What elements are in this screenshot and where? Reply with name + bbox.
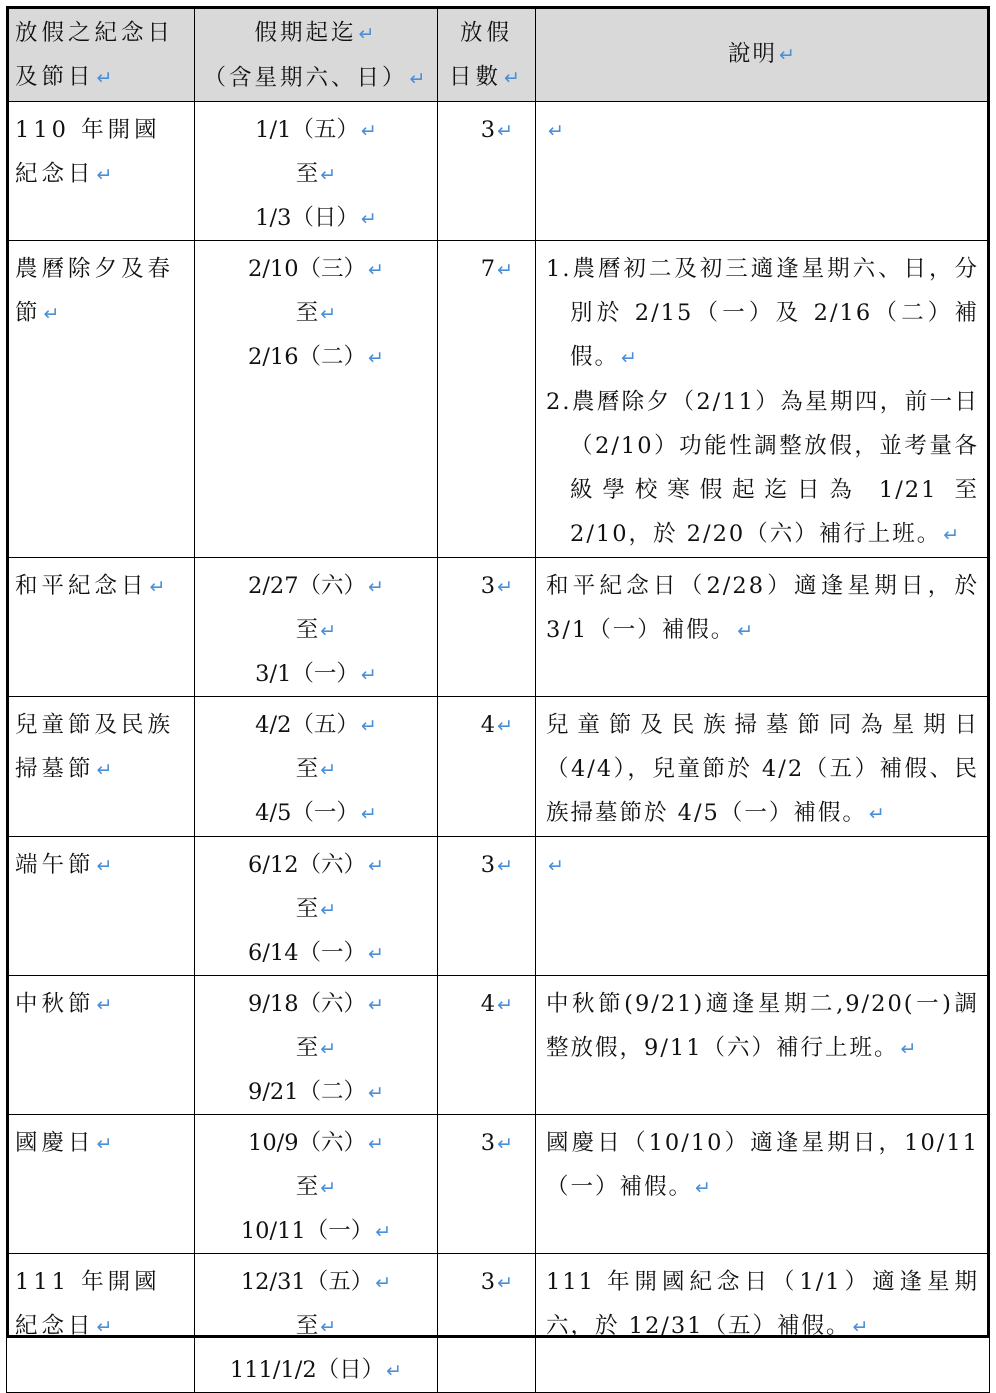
date-end: 10/11（一） ↵ (241, 1218, 391, 1244)
date-to: 至 ↵ (296, 1313, 336, 1339)
date-to: 至 ↵ (296, 161, 336, 187)
holiday-name: 端午節 ↵ (15, 852, 116, 878)
date-to: 至 ↵ (296, 756, 336, 782)
date-start: 2/27（六） ↵ (248, 573, 384, 599)
note-text: 兒童節及民族掃墓節同為星期日（4/4），兒童節於 4/2（五）補假、民族掃墓節於 4/5（一）補假。 ↵ (546, 712, 979, 826)
date-end: 6/14（一） ↵ (248, 940, 384, 966)
date-end: 1/3（日） ↵ (255, 205, 377, 231)
holiday-name: 國慶日 ↵ (15, 1130, 116, 1156)
date-start: 9/18（六） ↵ (248, 991, 384, 1017)
note-text: 1.農曆初二及初三適逢星期六、日，分別於 2/15（一）及 2/16（二）補假。 ↵ (546, 256, 979, 370)
date-start: 1/1（五） ↵ (255, 117, 377, 143)
holiday-name: 兒童節及民族掃墓節 ↵ (15, 712, 174, 782)
note-text: 和平紀念日（2/28）適逢星期日，於 3/1（一）補假。 ↵ (546, 573, 979, 643)
header-days-line1: 放假 (459, 20, 513, 46)
date-to: 至 ↵ (296, 617, 336, 643)
holiday-name: 111 年開國紀念日 ↵ (15, 1269, 161, 1339)
header-name-line2: 及節日 ↵ (15, 64, 116, 90)
date-end: 2/16（二） ↵ (248, 344, 384, 370)
holiday-name: 110 年開國紀念日 ↵ (15, 117, 161, 187)
header-dates-line1: 假期起迄 ↵ (255, 20, 378, 46)
holiday-days: 3 ↵ (481, 1269, 513, 1295)
table-outer-border (6, 6, 990, 1338)
note-text: 2.農曆除夕（2/11）為星期四，前一日（2/10）功能性調整放假，並考量各級學校寒假起迄日為 1/21 至 2/10，於 2/20（六）補行上班。 ↵ (546, 389, 979, 547)
holiday-days: 3 ↵ (481, 573, 513, 599)
holiday-name: 中秋節 ↵ (15, 991, 116, 1017)
header-name-line1: 放假之紀念日 (15, 20, 175, 46)
date-to: 至 ↵ (296, 1174, 336, 1200)
date-start: 4/2（五） ↵ (255, 712, 377, 738)
date-to: 至 ↵ (296, 300, 336, 326)
header-dates-line2: （含星期六、日） ↵ (204, 65, 429, 91)
note-text: 中秋節(9/21)適逢星期二,9/20(一)調整放假，9/11（六）補行上班。 ↵ (546, 991, 979, 1061)
date-start: 10/9（六） ↵ (248, 1130, 384, 1156)
holiday-days: 4 ↵ (481, 712, 513, 738)
date-end: 4/5（一） ↵ (255, 800, 377, 826)
date-to: 至 ↵ (296, 1035, 336, 1061)
holiday-name: 農曆除夕及春節 ↵ (15, 256, 174, 326)
holiday-name: 和平紀念日 ↵ (15, 573, 169, 599)
holiday-days: 7 ↵ (481, 256, 513, 282)
holiday-days: 4 ↵ (481, 991, 513, 1017)
date-start: 2/10（三） ↵ (248, 256, 384, 282)
holiday-days: 3 ↵ (481, 117, 513, 143)
note-text: 111 年開國紀念日（1/1）適逢星期六，於 12/31（五）補假。 ↵ (546, 1269, 979, 1339)
date-to: 至 ↵ (296, 896, 336, 922)
holiday-days: 3 ↵ (481, 852, 513, 878)
date-start: 12/31（五） ↵ (241, 1269, 391, 1295)
header-days-line2: 日數 ↵ (449, 64, 524, 90)
note-text: 國慶日（10/10）適逢星期日，10/11（一）補假。 ↵ (546, 1130, 979, 1200)
header-note-label: 說明 ↵ (728, 41, 797, 67)
date-end: 9/21（二） ↵ (248, 1079, 384, 1105)
date-end: 111/1/2（日） ↵ (230, 1357, 402, 1383)
date-end: 3/1（一） ↵ (255, 661, 377, 687)
date-start: 6/12（六） ↵ (248, 852, 384, 878)
holiday-days: 3 ↵ (481, 1130, 513, 1156)
